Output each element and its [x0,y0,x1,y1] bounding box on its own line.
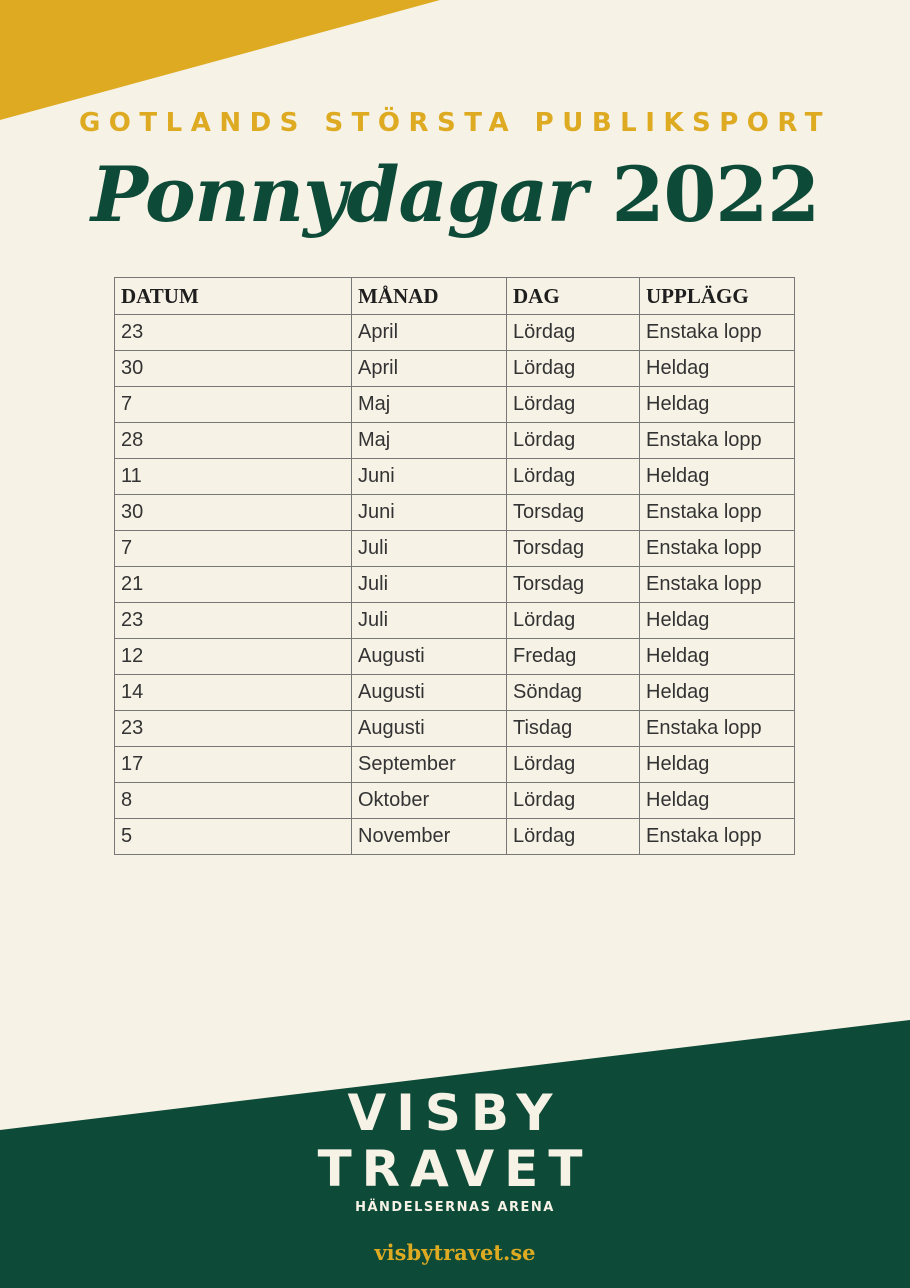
cell-upplagg: Heldag [640,603,795,639]
cell-upplagg: Heldag [640,783,795,819]
cell-dag: Lördag [507,423,640,459]
cell-datum: 23 [115,315,352,351]
cell-dag: Fredag [507,639,640,675]
cell-dag: Lördag [507,603,640,639]
cell-dag: Torsdag [507,567,640,603]
header-datum: DATUM [115,278,352,315]
cell-manad: Augusti [352,639,507,675]
logo-subtitle: HÄNDELSERNAS ARENA [355,1200,555,1215]
table-row [115,531,795,567]
cell-datum: 28 [115,423,352,459]
cell-upplagg: Enstaka lopp [640,711,795,747]
cell-dag: Torsdag [507,495,640,531]
cell-dag: Lördag [507,819,640,855]
page-title [0,150,910,239]
cell-dag: Lördag [507,351,640,387]
table-row [115,387,795,423]
cell-upplagg: Heldag [640,639,795,675]
cell-upplagg: Enstaka lopp [640,567,795,603]
cell-dag: Tisdag [507,711,640,747]
table-header-row [115,278,795,315]
cell-manad: April [352,315,507,351]
table-row [115,675,795,711]
cell-manad: Maj [352,423,507,459]
cell-upplagg: Enstaka lopp [640,423,795,459]
cell-manad: September [352,747,507,783]
table-row [115,459,795,495]
cell-upplagg: Heldag [640,675,795,711]
cell-datum: 12 [115,639,352,675]
cell-datum: 14 [115,675,352,711]
cell-manad: Juli [352,603,507,639]
cell-upplagg: Heldag [640,459,795,495]
cell-manad: Juli [352,567,507,603]
cell-datum: 23 [115,603,352,639]
table-row [115,711,795,747]
cell-datum: 30 [115,351,352,387]
logo-text-visby: VISBY [347,1084,563,1142]
table-row [115,783,795,819]
cell-datum: 8 [115,783,352,819]
table-row [115,423,795,459]
cell-upplagg: Heldag [640,747,795,783]
cell-manad: April [352,351,507,387]
table-row [115,567,795,603]
cell-datum: 17 [115,747,352,783]
logo-text-travet: TRAVET [317,1140,593,1198]
table-row [115,315,795,351]
header-manad: MÅNAD [352,278,507,315]
header-dag: DAG [507,278,640,315]
table-row [115,495,795,531]
title-word: Ponnydagar [90,150,587,239]
table-row [115,603,795,639]
cell-datum: 7 [115,387,352,423]
cell-dag: Lördag [507,783,640,819]
cell-dag: Söndag [507,675,640,711]
cell-manad: Maj [352,387,507,423]
cell-datum: 21 [115,567,352,603]
table-row [115,351,795,387]
cell-datum: 30 [115,495,352,531]
cell-dag: Lördag [507,315,640,351]
cell-upplagg: Enstaka lopp [640,819,795,855]
title-year: 2022 [611,150,820,239]
cell-upplagg: Enstaka lopp [640,495,795,531]
table-row [115,819,795,855]
cell-dag: Lördag [507,747,640,783]
cell-datum: 23 [115,711,352,747]
table-row [115,639,795,675]
cell-manad: Oktober [352,783,507,819]
table-row [115,747,795,783]
cell-manad: Juli [352,531,507,567]
cell-datum: 7 [115,531,352,567]
cell-upplagg: Heldag [640,387,795,423]
cell-dag: Lördag [507,387,640,423]
cell-dag: Torsdag [507,531,640,567]
website-link[interactable]: visbytravet.se [374,1240,536,1265]
cell-datum: 5 [115,819,352,855]
cell-datum: 11 [115,459,352,495]
cell-manad: Juni [352,495,507,531]
cell-dag: Lördag [507,459,640,495]
cell-upplagg: Heldag [640,351,795,387]
cell-manad: Augusti [352,711,507,747]
cell-manad: Augusti [352,675,507,711]
cell-manad: November [352,819,507,855]
schedule-body [115,315,795,855]
tagline: GOTLANDS STÖRSTA PUBLIKSPORT [78,108,832,138]
cell-upplagg: Enstaka lopp [640,531,795,567]
schedule-table [114,277,795,855]
cell-upplagg: Enstaka lopp [640,315,795,351]
header-upplagg: UPPLÄGG [640,278,795,315]
cell-manad: Juni [352,459,507,495]
